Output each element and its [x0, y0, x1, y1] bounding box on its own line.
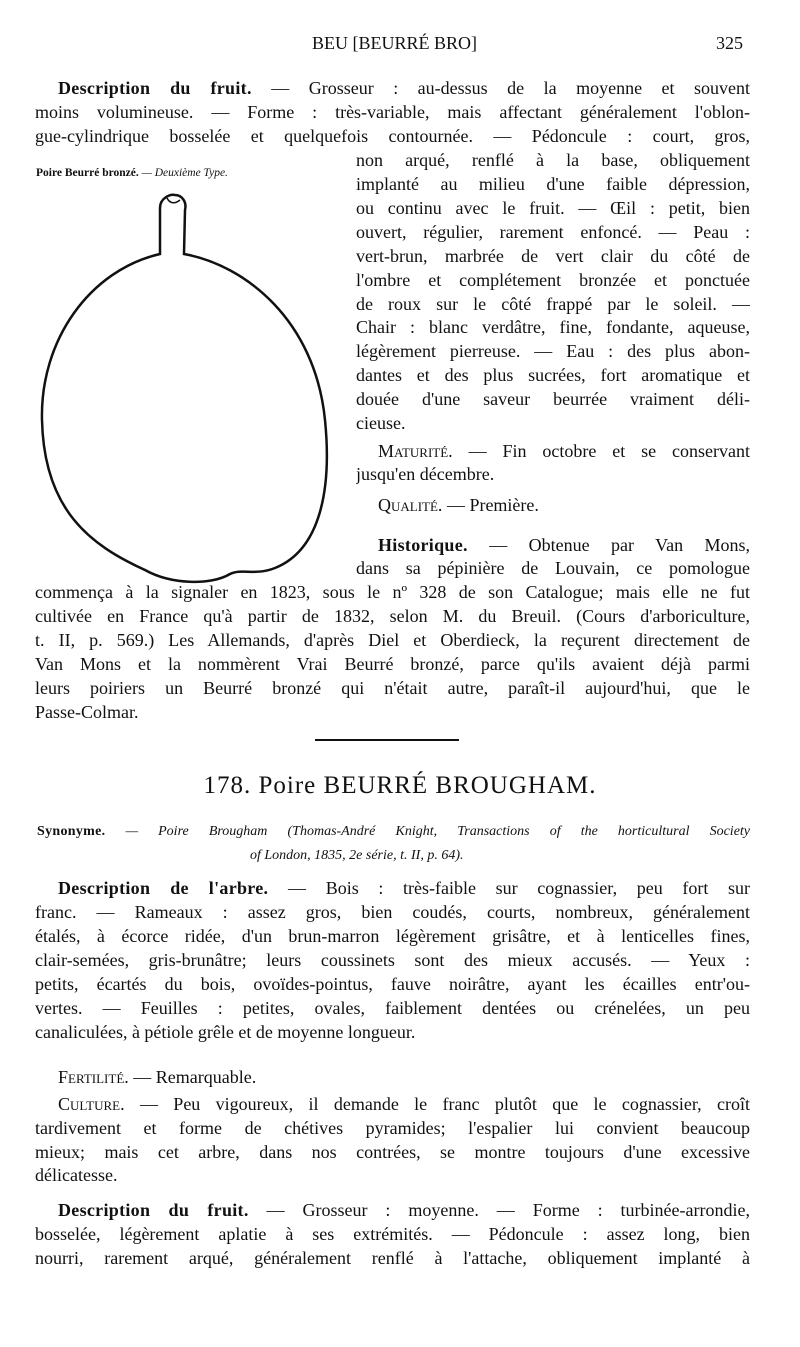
paragraph-line — [58, 1065, 750, 1089]
paragraph-line — [58, 876, 750, 900]
paragraph-line: vertes. — Feuilles : petites, ovales, faiblement dentées ou crénelées, un peu — [35, 998, 750, 1018]
paragraph-line — [58, 76, 750, 100]
maturite-label: Maturité. — [378, 441, 453, 461]
paragraph-line: non arqué, renflé à la base, obliquement — [356, 150, 750, 170]
text: — Peu vigoureux, il demande le franc plutôt que le cognassier, croît — [139, 1094, 750, 1114]
text: — Fin octobre et se conservant — [468, 441, 750, 461]
paragraph-line: canaliculées, à pétiole grêle et de moyenne longueur. — [35, 1022, 416, 1042]
synonyme-heading: Synonyme. — [37, 824, 106, 839]
section-heading: Description de l'arbre. — [58, 878, 269, 898]
paragraph-line: vert-brun, marbrée de vert clair du côté de — [356, 246, 750, 266]
qualite-label: Qualité. — [378, 495, 443, 515]
page-number: 325 — [716, 33, 743, 53]
paragraph-line: l'ombre et complétement bronzée et ponctuée — [356, 270, 750, 290]
paragraph-line: délicatesse. — [35, 1165, 118, 1185]
paragraph-line — [378, 439, 750, 463]
paragraph-line: dantes et des plus sucrées, fort aromatique et — [356, 365, 750, 385]
paragraph-line: tardivement et forme de chétives pyramides; l'espalier lui convient beaucoup — [35, 1118, 750, 1138]
text: — Grosseur : au-dessus de la moyenne et souvent — [271, 78, 750, 98]
paragraph-line — [378, 493, 750, 517]
paragraph-line — [58, 1092, 750, 1116]
caption-type: — Deuxième Type. — [141, 167, 228, 179]
paragraph-line: Van Mons et la nommèrent Vrai Beurré bronzé, parce qu'ils avaient déjà parmi — [35, 654, 750, 674]
text: — Bois : très-faible sur cognassier, peu fort sur — [288, 878, 750, 898]
paragraph-line: ouvert, régulier, rarement enfoncé. — Peau : — [356, 222, 750, 242]
text: — Première. — [446, 495, 539, 515]
paragraph-line: jusqu'en décembre. — [356, 464, 495, 484]
figure-caption — [36, 167, 228, 179]
section-heading: Description du fruit. — [58, 1200, 249, 1220]
paragraph-line: implanté au milieu d'une faible dépression, — [356, 174, 750, 194]
paragraph-line: dans sa pépinière de Louvain, ce pomologue — [356, 558, 750, 578]
paragraph-line: t. II, p. 569.) Les Allemands, d'après Diel et Oberdieck, la reçurent directement de — [35, 630, 750, 650]
paragraph-line: Passe-Colmar. — [35, 702, 139, 722]
synonyme-line — [250, 844, 550, 868]
paragraph-line: douée d'une saveur beurrée vraiment déli- — [356, 389, 750, 409]
text: of London, 1835, 2e série, t. II, p. 64). — [250, 848, 464, 863]
entry-title: 178. Poire BEURRÉ BROUGHAM. — [203, 772, 597, 799]
pear-illustration — [30, 190, 340, 585]
paragraph-line: moins volumineuse. — Forme : très-variable, mais affectant généralement l'oblon- — [35, 102, 750, 122]
fertilite-label: Fertilité. — [58, 1067, 129, 1087]
paragraph-line: cieuse. — [356, 413, 406, 433]
paragraph-line — [378, 533, 750, 557]
paragraph-line: franc. — Rameaux : assez gros, bien coudés, courts, nombreux, généralement — [35, 902, 750, 922]
paragraph-line: petits, écartés du bois, ovoïdes-pointus, fauve noirâtre, ayant les écailles entr'ou- — [35, 974, 750, 994]
paragraph-line: ou continu avec le fruit. — Œil : petit, bien — [356, 198, 750, 218]
paragraph-line: cultivée en France qu'à partir de 1832, selon M. du Breuil. (Cours d'arboriculture, — [35, 606, 750, 626]
paragraph-line — [58, 1198, 750, 1222]
section-heading: Description du fruit. — [58, 78, 252, 98]
paragraph-line: leurs poiriers un Beurré bronzé qui n'était autre, paraît-il aujourd'hui, que le — [35, 678, 750, 698]
text: — Obtenue par Van Mons, — [489, 535, 750, 555]
paragraph-line: commença à la signaler en 1823, sous le nº 328 de son Catalogue; mais elle ne fut — [35, 582, 750, 602]
historique-heading: Historique. — [378, 535, 468, 555]
paragraph-line: Chair : blanc verdâtre, fine, fondante, aqueuse, — [356, 317, 750, 337]
culture-label: Culture. — [58, 1094, 125, 1114]
paragraph-line: bosselée, légèrement aplatie à ses extrémités. — Pédoncule : assez long, bien — [35, 1224, 750, 1244]
running-head: BEU [BEURRÉ BRO] — [312, 33, 478, 53]
pear-outline — [42, 195, 327, 582]
text: — Remarquable. — [133, 1067, 257, 1087]
synonyme-line — [37, 820, 750, 844]
paragraph-line: gue-cylindrique bosselée et quelquefois contournée. — Pédoncule : court, gros, — [35, 126, 750, 146]
paragraph-line: mieux; mais cet arbre, dans nos contrées, se montre toujours d'une excessive — [35, 1142, 750, 1162]
text: — Grosseur : moyenne. — Forme : turbinée-arrondie, — [266, 1200, 750, 1220]
paragraph-line: légèrement pierreuse. — Eau : des plus abon- — [356, 341, 750, 361]
paragraph-line: étalés, à écorce ridée, d'un brun-marron légèrement grisâtre, et à lenticelles fines, — [35, 926, 750, 946]
paragraph-line: nourri, rarement arqué, généralement renflé à l'attache, obliquement implanté à — [35, 1248, 750, 1268]
paragraph-line: clair-semées, gris-brunâtre; leurs coussinets sont des mieux accusés. — Yeux : — [35, 950, 750, 970]
text: — Poire Brougham (Thomas-André Knight, Transactions of the horticultural Society — [125, 824, 750, 839]
section-divider — [315, 739, 459, 741]
caption-main: Poire Beurré bronzé. — [36, 167, 139, 179]
paragraph-line: de roux sur le côté frappé par le soleil. — — [356, 294, 750, 314]
